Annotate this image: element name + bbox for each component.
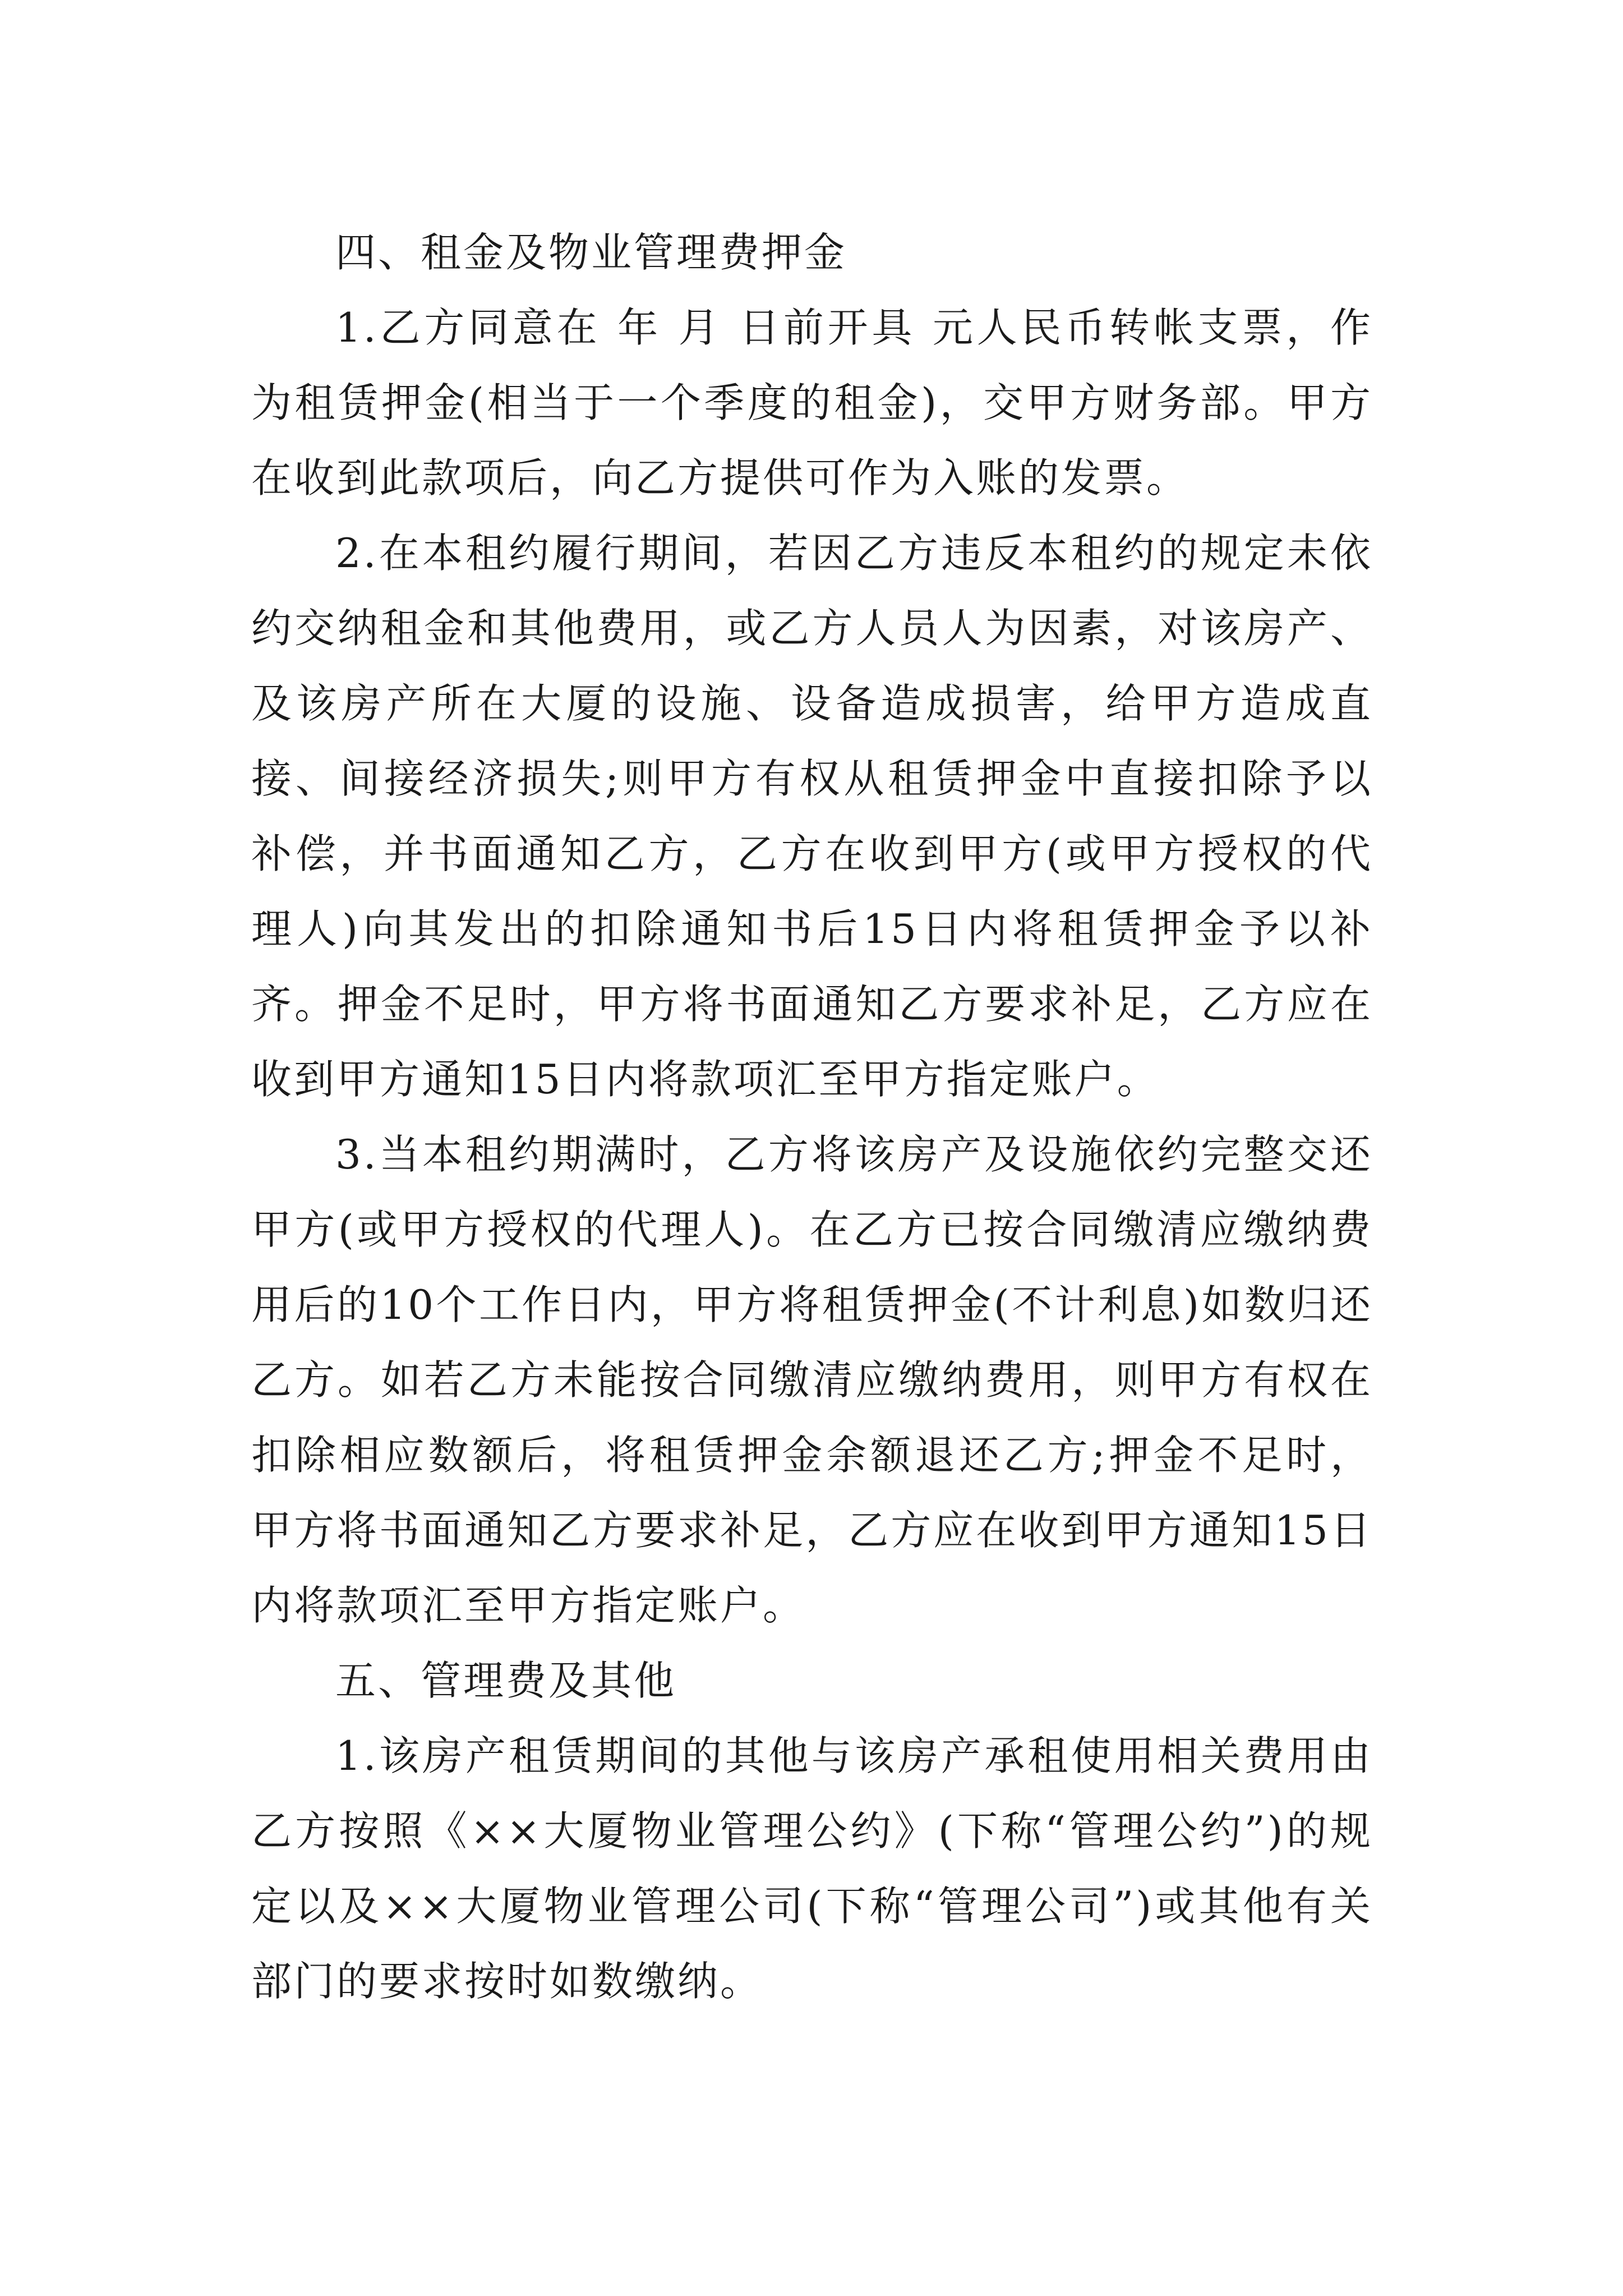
document-body bbox=[251, 215, 1373, 2019]
section-heading-deposit: 四、租金及物业管理费押金 bbox=[335, 229, 847, 276]
section-heading-management-fee: 五、管理费及其他 bbox=[335, 1657, 677, 1704]
clause-deposit-return: 3.当本租约期满时，乙方将该房产及设施依约完整交还甲方(或甲方授权的代理人)。在乙方已按合同缴清应缴纳费用后的10个工作日内，甲方将租赁押金(不计利息)如数归还乙方。如若乙方未能按合同缴清应缴纳费用，则甲方有权在扣除相应数额后，将租赁押金余额退还乙方;押金不足时，甲方将书面通知乙方要求补足，乙方应在收到甲方通知15日内将款项汇至甲方指定账户。 bbox=[251, 1131, 1373, 1629]
clause-deposit-payment: 1.乙方同意在 年 月 日前开具 元人民币转帐支票，作为租赁押金(相当于一个季度的租金)，交甲方财务部。甲方在收到此款项后，向乙方提供可作为入账的发票。 bbox=[251, 304, 1373, 501]
clause-management-fee: 1.该房产租赁期间的其他与该房产承租使用相关费用由乙方按照《××大厦物业管理公约》(下称“管理公约”)的规定以及××大厦物业管理公司(下称“管理公司”)或其他有关部门的要求按时如数缴纳。 bbox=[251, 1732, 1373, 2005]
clause-deposit-deduction: 2.在本租约履行期间，若因乙方违反本租约的规定未依约交纳租金和其他费用，或乙方人员人为因素，对该房产、及该房产所在大厦的设施、设备造成损害，给甲方造成直接、间接经济损失;则甲方有权从租赁押金中直接扣除予以补偿，并书面通知乙方，乙方在收到甲方(或甲方授权的代理人)向其发出的扣除通知书后15日内将租赁押金予以补齐。押金不足时，甲方将书面通知乙方要求补足，乙方应在收到甲方通知15日内将款项汇至甲方指定账户。 bbox=[251, 530, 1373, 1103]
